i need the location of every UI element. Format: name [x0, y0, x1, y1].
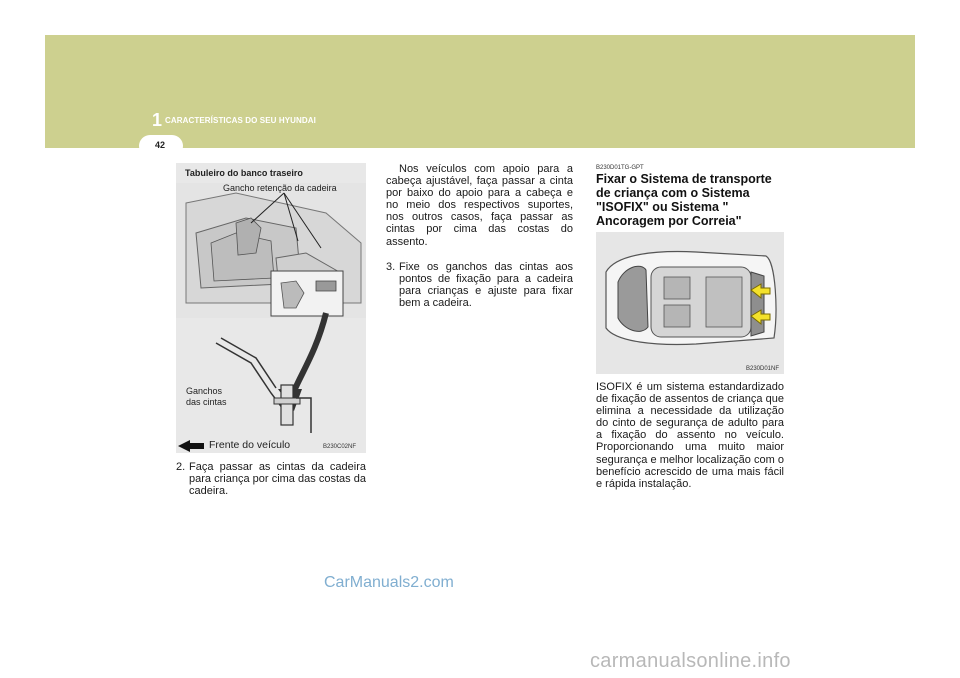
figure-title: Tabuleiro do banco traseiro	[185, 168, 303, 178]
watermark-carmanuals2[interactable]: CarManuals2.com	[324, 574, 454, 591]
step-3-number: 3.	[386, 261, 396, 273]
seat-anchor-drawing	[176, 163, 366, 453]
anchor-hook-callout: Gancho retenção da cadeira	[223, 183, 337, 193]
section-heading: Fixar o Sistema de transporte de criança com o Sistema "ISOFIX" ou Sistema " Ancoragem por Correia"	[596, 172, 772, 228]
car-top-view-drawing	[596, 232, 784, 374]
headrest-instruction: Nos veículos com apoio para a cabeça ajustável, faça passar a cinta por baixo do apoio para a cabeça e no meio dos respectivos suportes, nos outros casos, faça passar as cintas por cima das costas do assento.	[386, 163, 573, 248]
figure-code: B230C02NF	[323, 444, 357, 450]
step-3-text: Fixe os ganchos das cintas aos pontos de fixação para a cadeira para crianças e ajuste para fixar bem a cadeira.	[399, 261, 573, 310]
watermark-carmanualsonline[interactable]: carmanualsonline.info	[590, 650, 791, 672]
header-band	[45, 35, 915, 148]
strap-hook-callout-line1: Ganchos	[186, 386, 223, 396]
isofix-figure-code: B230D01NF	[746, 366, 780, 372]
rear-shelf-illustration	[176, 163, 366, 453]
step-2-text: Faça passar as cintas da cadeira para criança por cima das costas da cadeira.	[189, 461, 366, 498]
chapter-number: 1	[152, 110, 163, 130]
strap-hook-callout-line2: das cintas	[186, 397, 227, 407]
isofix-description: ISOFIX é um sistema estandardizado de fixação de assentos de criança que elimina a necessidade da utilização do cinto de segurança de adulto para a fixação do assento no veículo. Proporcionando uma muito maior segurança e melhor localização com o benefício acrescido de uma mais fácil e rápida instalação.	[596, 381, 784, 490]
vehicle-front-label: Frente do veículo	[209, 439, 291, 451]
step-2-number: 2.	[176, 461, 186, 473]
section-code: B230D01TG-GPT	[596, 165, 644, 171]
chapter-title: CARACTERÍSTICAS DO SEU HYUNDAI	[165, 116, 317, 125]
page-number: 42	[155, 140, 166, 150]
isofix-car-illustration	[596, 232, 784, 374]
